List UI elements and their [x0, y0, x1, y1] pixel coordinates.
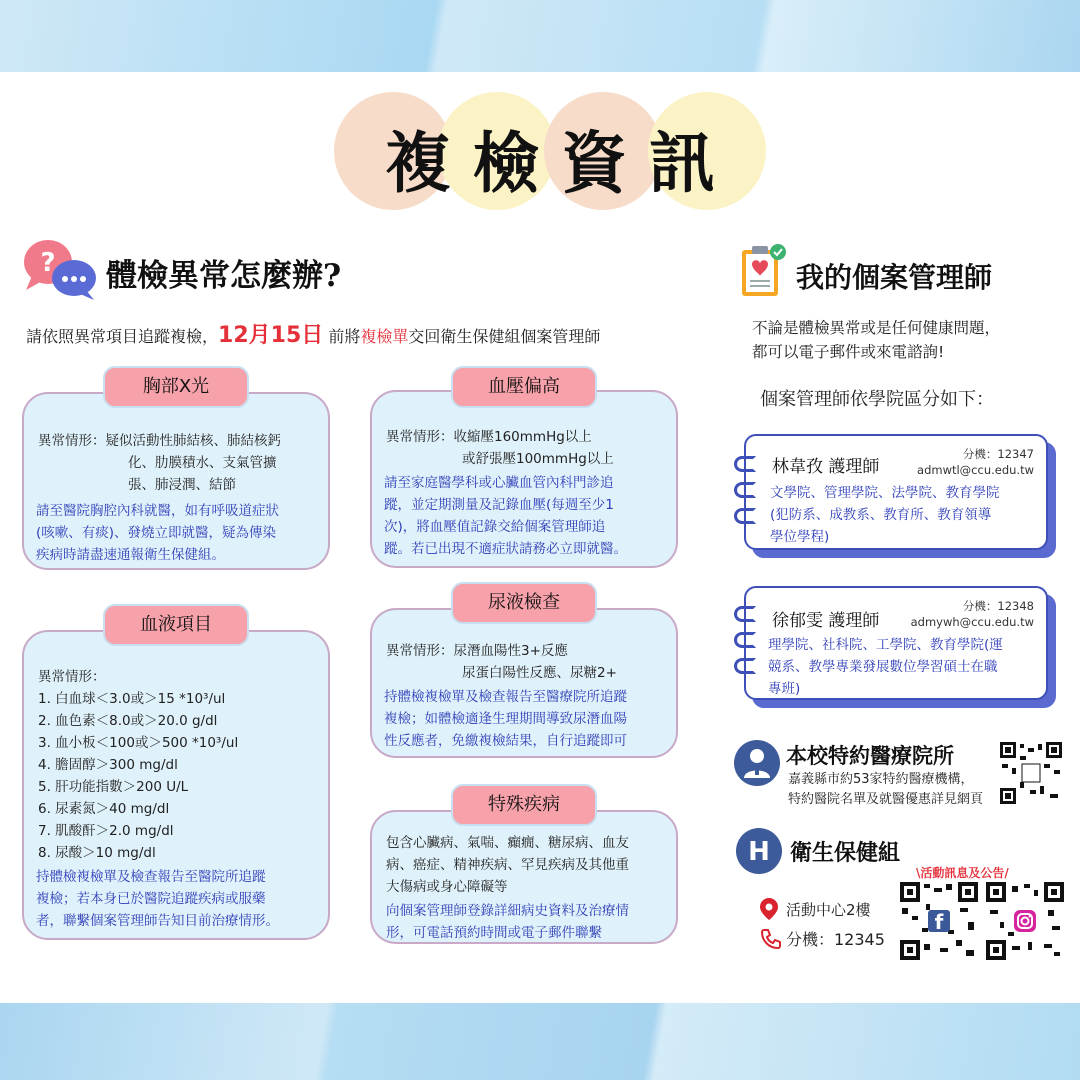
hospital-heading: 本校特約醫療院所	[786, 743, 954, 768]
card-label: 尿液檢查	[451, 582, 597, 624]
condition-line: 尿潛血陽性3+反應	[453, 643, 568, 659]
action-line: (咳嗽、有痰)、發燒立即就醫，疑為傳染	[36, 525, 277, 541]
instagram-qr-code[interactable]	[986, 882, 1064, 960]
svg-text:f: f	[934, 910, 944, 934]
manager-name: 林韋孜 護理師	[772, 457, 880, 477]
manager-extension: 分機：12347	[962, 447, 1034, 461]
manager-contact	[911, 598, 1034, 630]
card-condition	[386, 832, 676, 898]
binder-ring	[734, 508, 756, 524]
svg-text:?: ?	[40, 248, 56, 278]
condition-line: 化、肋膜積水、支氣管擴	[128, 455, 277, 471]
binder-ring	[734, 456, 756, 472]
action-line: 請至醫院胸腔內科就醫，如有呼吸道症狀	[36, 503, 279, 519]
blood-item: 7. 肌酸酐＞2.0 mg/dl	[38, 823, 174, 839]
blood-item: 6. 尿素氮＞40 mg/dl	[38, 801, 170, 817]
binder-ring	[734, 606, 756, 622]
action-line: 持體檢複檢單及檢查報告至醫療院所追蹤	[384, 689, 627, 705]
action-line: 蹤。若已出現不適症狀請務必立即就醫。	[384, 541, 627, 557]
manager-colleges	[770, 482, 1046, 548]
deadline-date: 12月15日	[218, 323, 324, 348]
card-action	[36, 500, 330, 566]
action-line: 次)，將血壓值記錄交給個案管理師追	[384, 519, 606, 535]
card-chest-xray	[22, 376, 330, 570]
card-condition	[386, 426, 676, 470]
card-condition	[386, 640, 676, 684]
question-chat-icon	[20, 236, 100, 302]
card-condition	[38, 430, 328, 496]
instruction-pre: 請依照異常項目追蹤複檢，	[26, 327, 219, 346]
condition-line: 包含心臟病、氣喘、癲癇、糖尿病、血友	[386, 835, 629, 851]
college-line: (犯防系、成教系、教育所、教育領導	[770, 507, 992, 523]
blood-item: 4. 膽固醇＞300 mg/dl	[38, 757, 178, 773]
blood-item: 3. 血小板＜100或＞500 *10³/ul	[38, 735, 239, 751]
blood-item: 2. 血色素＜8.0或＞20.0 g/dl	[38, 713, 218, 729]
manager-card-1	[744, 434, 1048, 550]
binder-ring	[734, 658, 756, 674]
location-pin-icon	[760, 898, 778, 920]
health-heading: 衛生保健組	[790, 840, 901, 866]
card-special-diseases	[370, 794, 678, 944]
top-decor-band	[0, 0, 1080, 72]
action-line: 蹤，並定期測量及記錄血壓(每週至少1	[384, 497, 614, 513]
card-label: 胸部X光	[103, 366, 249, 408]
manager-division-label: 個案管理師依學院區分如下：	[760, 389, 994, 410]
blood-item: 1. 白血球＜3.0或＞15 *10³/ul	[38, 691, 226, 707]
intro-line: 不論是體檢異常或是任何健康問題，	[752, 319, 1001, 337]
condition-line: 大傷病或身心障礙等	[386, 879, 508, 895]
instruction-line	[26, 318, 600, 349]
hospital-line: 嘉義縣市約53家特約醫療機構，	[788, 772, 974, 787]
manager-card-2	[744, 586, 1048, 700]
manager-colleges	[768, 634, 1046, 700]
card-action	[384, 686, 678, 752]
card-label: 特殊疾病	[451, 784, 597, 826]
h-letter: H	[748, 837, 770, 867]
college-line: 專班)	[768, 681, 801, 697]
intro-line: 都可以電子郵件或來電諮詢!	[752, 343, 945, 361]
action-line: 複檢；若本身已於醫院追蹤疾病或服藥	[36, 891, 266, 907]
action-line: 複檢；如體檢適逢生理期間導致尿潛血陽	[384, 711, 627, 727]
manager-email[interactable]: admwtl@ccu.edu.tw	[917, 463, 1034, 477]
condition-line: 或舒張壓100mmHg以上	[462, 451, 614, 467]
action-line: 疾病時請盡速通報衛生保健組。	[36, 547, 225, 563]
hospital-info	[788, 770, 983, 810]
recheck-form-text: 複檢單	[360, 327, 409, 346]
action-line: 持體檢複檢單及檢查報告至醫院所追蹤	[36, 869, 266, 885]
action-line: 形，可電話預約時間或電子郵件聯繫	[386, 925, 602, 941]
health-location: 活動中心2樓	[786, 901, 871, 919]
clipboard-heart-icon	[738, 242, 790, 300]
condition-key: 異常情形：	[386, 643, 454, 659]
card-blood-pressure	[370, 376, 678, 568]
condition-key: 異常情形：	[386, 429, 454, 445]
condition-line: 收縮壓160mmHg以上	[453, 429, 592, 445]
action-line: 請至家庭醫學科或心臟血管內科門診追	[384, 475, 614, 491]
manager-email[interactable]: admywh@ccu.edu.tw	[910, 615, 1034, 629]
right-section-heading: 我的個案管理師	[796, 261, 993, 294]
action-line: 向個案管理師登錄詳細病史資料及治療情	[386, 903, 629, 919]
condition-line: 尿蛋白陽性反應、尿糖2+	[462, 665, 617, 681]
card-action	[386, 900, 680, 944]
card-action	[384, 472, 678, 560]
hospital-line: 特約醫院名單及就醫優惠詳見網頁	[788, 792, 984, 807]
page-title: 複檢資訊	[385, 124, 737, 202]
instruction-mid: 前將	[323, 327, 361, 346]
hospital-qr-code[interactable]	[1000, 742, 1062, 804]
instruction-post: 交回衛生保健組個案管理師	[408, 327, 601, 346]
action-line: 性反應者，免繳複檢結果，自行追蹤即可	[384, 733, 627, 749]
manager-extension: 分機：12348	[962, 599, 1034, 613]
condition-key: 異常情形：	[38, 669, 106, 685]
phone-icon	[760, 928, 782, 950]
card-blood-items	[22, 614, 330, 940]
college-line: 文學院、管理學院、法學院、教育學院	[770, 485, 1000, 501]
bottom-decor-band	[0, 1003, 1080, 1080]
blood-item: 5. 肝功能指數＞200 U/L	[38, 779, 189, 795]
health-phone: 分機：12345	[786, 930, 885, 949]
condition-key: 異常情形：	[38, 433, 106, 449]
condition-line: 疑似活動性肺結核、肺結核鈣	[105, 433, 281, 449]
college-line: 學位學程)	[770, 529, 830, 545]
card-condition	[38, 666, 328, 864]
doctor-icon	[734, 740, 780, 786]
card-label: 血壓偏高	[451, 366, 597, 408]
blood-item: 8. 尿酸＞10 mg/dl	[38, 845, 156, 861]
left-section-heading: 體檢異常怎麼辦?	[106, 258, 342, 294]
news-label: \活動訊息及公告/	[916, 866, 1009, 880]
health-h-icon	[736, 828, 782, 874]
manager-name: 徐郁雯 護理師	[772, 611, 880, 631]
manager-contact	[917, 446, 1034, 478]
binder-ring	[734, 632, 756, 648]
condition-line: 張、肺浸潤、結節	[128, 477, 236, 493]
action-line: 者，聯繫個案管理師告知目前治療情形。	[36, 913, 279, 929]
binder-ring	[734, 482, 756, 498]
facebook-qr-code[interactable]	[900, 882, 978, 960]
card-action	[36, 866, 330, 932]
card-urine	[370, 592, 678, 758]
condition-line: 病、癌症、精神疾病、罕見疾病及其他重	[386, 857, 629, 873]
college-line: 理學院、社科院、工學院、教育學院(運	[768, 637, 1003, 653]
card-label: 血液項目	[103, 604, 249, 646]
page-title-block	[330, 92, 770, 214]
manager-intro	[752, 316, 1000, 364]
college-line: 競系、教學專業發展數位學習碩士在職	[768, 659, 998, 675]
